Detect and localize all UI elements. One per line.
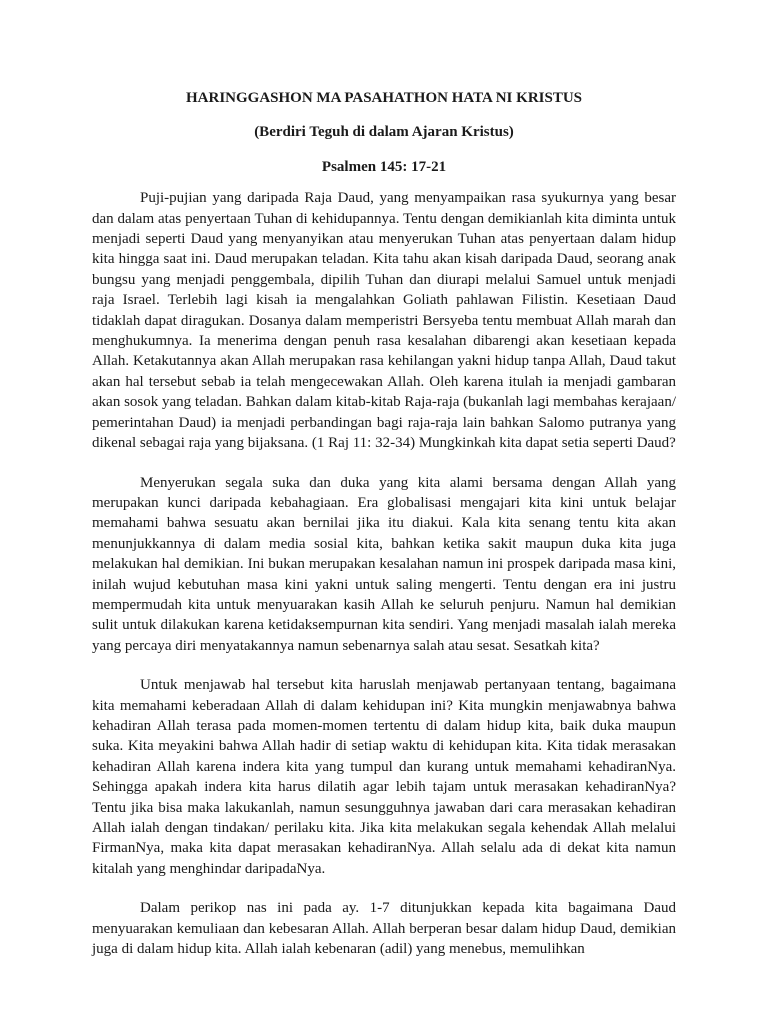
paragraph-3: Untuk menjawab hal tersebut kita haruslah menjawab pertanyaan tentang, bagaimana kita memahami keberadaan Allah di dalam kehidupan ini? Kita mungkin menjawabnya bahwa kehadiran Allah terasa pada momen-momen tertentu di dalam hidup kita, baik duka maupun suka. Kita meyakini bahwa Allah hadir di setiap waktu di kehidupan kita. Kita tidak merasakan kehadiran Allah karena indera kita yang tumpul dan kurang untuk memahami kehadiranNya. Sehingga apakah indera kita harus dilatih agar lebih tajam untuk merasakan kehadiranNya? Tentu jika bisa maka lakukanlah, namun sesungguhnya jawaban dari cara merasakan kehadiran Allah ialah dengan tindakan/ perilaku kita. Jika kita melakukan segala kehendak Allah melalui FirmanNya, maka kita dapat merasakan kehadiranNya. Allah selalu ada di dekat kita namun kitalah yang menghindar daripadaNya. bbox=[92, 677, 676, 877]
document-subtitle: (Berdiri Teguh di dalam Ajaran Kristus) bbox=[254, 124, 514, 141]
paragraph-2: Menyerukan segala suka dan duka yang kita alami bersama dengan Allah yang merupakan kunci daripada kebahagiaan. Era globalisasi mengajari kita kini untuk belajar memahami bahwa sesuatu akan bernilai jika itu diakui. Kala kita senang tentu kita akan menunjukkannya di dalam media sosial kita, bahkan ketika sakit maupun duka kita juga melakukan hal demikian. Ini bukan merupakan kesalahan namun ini prospek daripada masa kini, inilah wujud kebutuhan masa kini yakni untuk saling mengerti. Tentu dengan era ini justru mempermudah kita untuk menyuarakan kasih Allah ke seluruh penjuru. Namun hal demikian sulit untuk dilakukan karena ketidaksempurnan kita sendiri. Yang menjadi masalah ialah mereka yang percaya diri menyatakannya namun sebenarnya salah atau sesat. Sesatkah kita? bbox=[92, 474, 676, 654]
document-page bbox=[92, 78, 676, 959]
paragraph-1: Puji-pujian yang daripada Raja Daud, yang menyampaikan rasa syukurnya yang besar dan dalam atas penyertaan Tuhan di kehidupannya. Tentu dengan demikianlah kita diminta untuk menjadi seperti Daud yang menyanyikan atau menyerukan Tuhan atas penyertaan dalam hidup kita hingga saat ini. Daud merupakan teladan. Kita tahu akan kisah daripada Daud, seorang anak bungsu yang menjadi penggembala, dipilih Tuhan dan diurapi melalui Samuel untuk menjadi raja Israel. Terlebih lagi kisah ia mengalahkan Goliath pahlawan Filistin. Kesetiaan Daud tidaklah dapat diragukan. Dosanya dalam memperistri Bersyeba tentu membuat Allah marah dan menghukumnya. Ia menerima dengan penuh rasa kesalahan dibarengi akan kesetiaan kepada Allah. Ketakutannya akan Allah merupakan rasa kehilangan yakni hidup tanpa Allah, Daud takut akan hal tersebut sebab ia telah mengecewakan Allah. Oleh karena itulah ia menjadi gambaran akan sosok yang teladan. Bahkan dalam kitab-kitab Raja-raja (bukanlah lagi membahas kerajaan/ pemerintahan Daud) ia menjadi perbandingan bagi raja-raja lain bahkan Salomo putranya yang dikenal sebagai raja yang bijaksana. (1 Raj 11: 32-34) Mungkinkah kita dapat setia seperti Daud? bbox=[92, 190, 676, 452]
paragraph-4: Dalam perikop nas ini pada ay. 1-7 ditunjukkan kepada kita bagaimana Daud menyuarakan kemuliaan dan kebesaran Allah. Allah berperan besar dalam hidup Daud, demikian juga di dalam hidup kita. Allah ialah kebenaran (adil) yang menebus, memulihkan bbox=[92, 900, 676, 958]
scripture-reference: Psalmen 145: 17-21 bbox=[321, 158, 447, 175]
document-title: HARINGGASHON MA PASAHATHON HATA NI KRISTUS bbox=[185, 90, 583, 106]
